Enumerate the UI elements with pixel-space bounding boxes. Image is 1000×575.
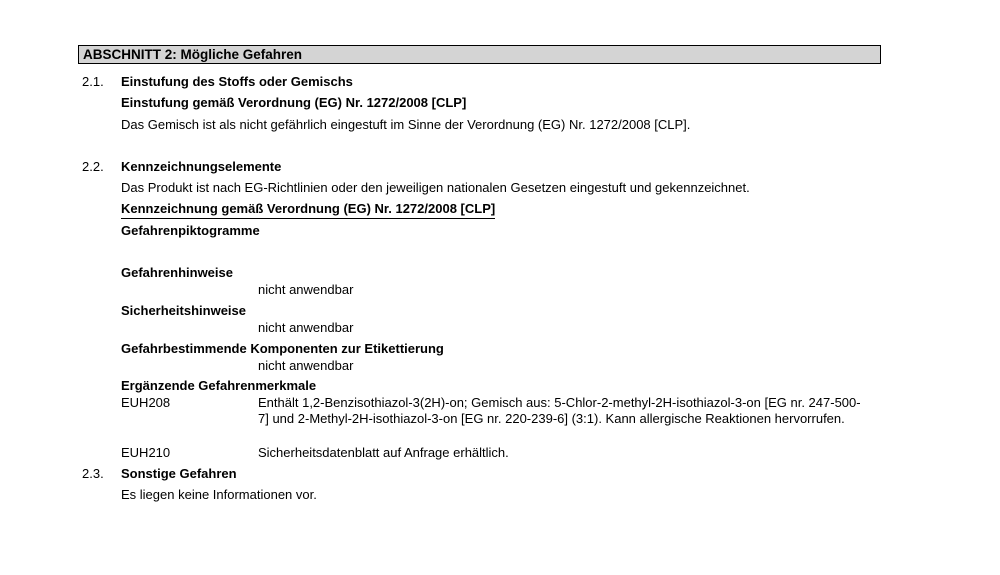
- other-hazards-text: Es liegen keine Informationen vor.: [121, 487, 317, 502]
- section-2-3-heading: Sonstige Gefahren: [121, 466, 237, 481]
- clp-labelling-heading: Kennzeichnung gemäß Verordnung (EG) Nr. 1272/2008 [CLP]: [121, 201, 495, 219]
- clp-classification-heading: Einstufung gemäß Verordnung (EG) Nr. 1272/2008 [CLP]: [121, 95, 467, 110]
- euh210-text: Sicherheitsdatenblatt auf Anfrage erhältlich.: [258, 445, 509, 460]
- euh208-text: Enthält 1,2-Benzisothiazol-3(2H)-on; Gemisch aus: 5-Chlor-2-methyl-2H-isothiazol-3-on [EG nr. 247-500-7] und 2-Methyl-2H-isothiazol-3-on [EG nr. 220-239-6] (3:1). Kann allergische Reaktionen hervorrufen.: [258, 395, 861, 426]
- section-2-3-number: 2.3.: [82, 466, 104, 481]
- hazard-statements-value: nicht anwendbar: [258, 282, 354, 297]
- section-title: ABSCHNITT 2: Mögliche Gefahren: [78, 45, 881, 64]
- labelling-text: Das Produkt ist nach EG-Richtlinien oder den jeweiligen nationalen Gesetzen eingestuft und gekennzeichnet.: [121, 180, 750, 195]
- euh208-code: EUH208: [121, 395, 171, 410]
- components-value: nicht anwendbar: [258, 358, 354, 373]
- hazard-statements-label: Gefahrenhinweise: [121, 265, 233, 280]
- pictograms-label: Gefahrenpiktogramme: [121, 223, 260, 238]
- section-2-1-number: 2.1.: [82, 74, 104, 89]
- euh210-code: EUH210: [121, 445, 171, 460]
- section-2-2-heading: Kennzeichnungselemente: [121, 159, 282, 174]
- section-2-1-heading: Einstufung des Stoffs oder Gemischs: [121, 74, 353, 89]
- precautionary-value: nicht anwendbar: [258, 320, 354, 335]
- classification-text: Das Gemisch ist als nicht gefährlich eingestuft im Sinne der Verordnung (EG) Nr. 1272/2008 [CLP].: [121, 117, 691, 132]
- section-2-2-number: 2.2.: [82, 159, 104, 174]
- supplemental-label: Ergänzende Gefahrenmerkmale: [121, 378, 317, 393]
- components-label: Gefahrbestimmende Komponenten zur Etikettierung: [121, 341, 444, 356]
- precautionary-label: Sicherheitshinweise: [121, 303, 246, 318]
